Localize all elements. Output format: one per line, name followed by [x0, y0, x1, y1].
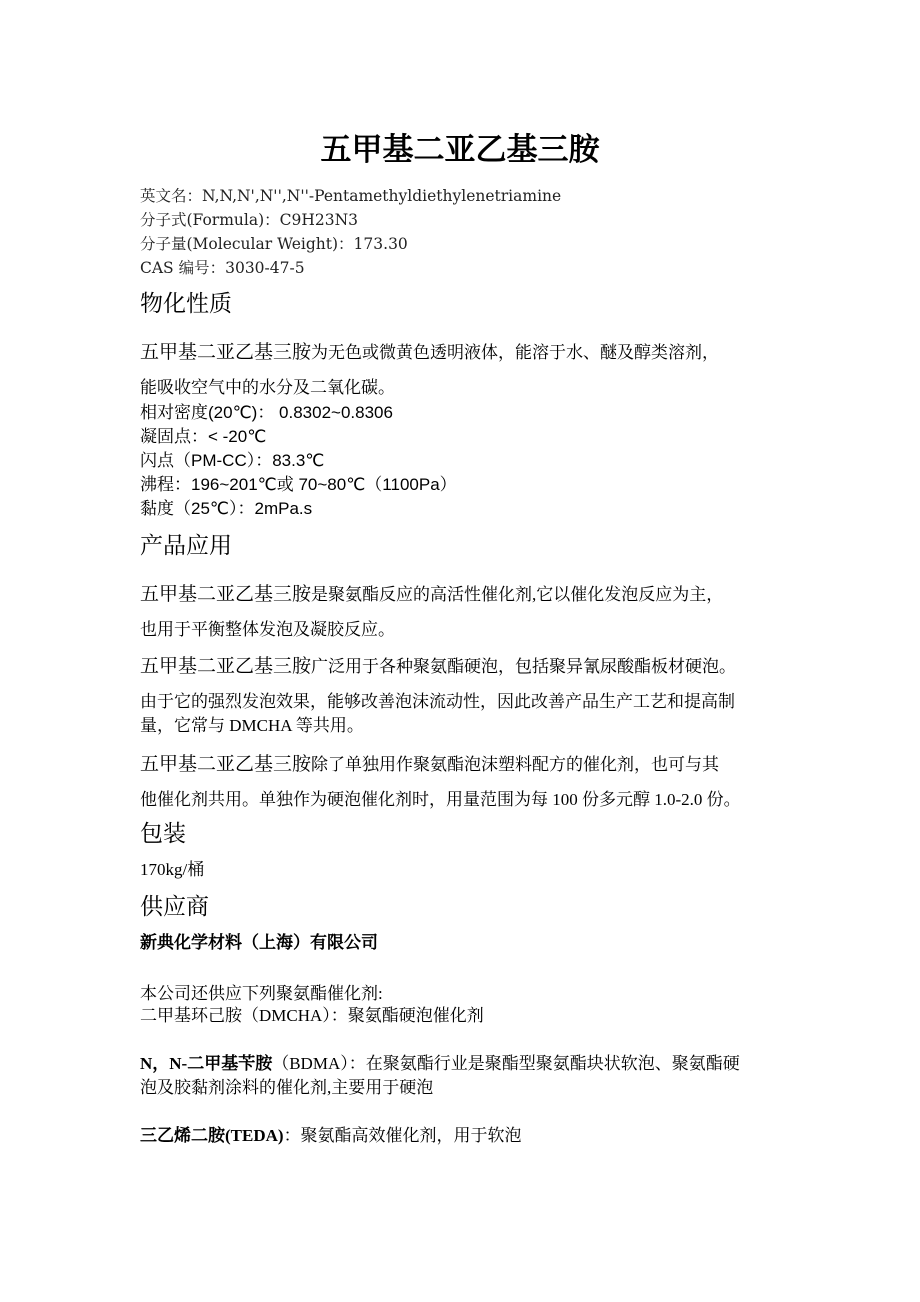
- properties-desc-line2: 能吸收空气中的水分及二氧化碳。: [140, 378, 395, 397]
- density: 相对密度(20℃)： 0.8302~0.8306: [140, 403, 393, 422]
- catalyst-teda: [140, 1124, 522, 1148]
- catalyst-bdma-text: ：在聚氨酯行业是聚酯型聚氨酯块状软泡、聚氨酯硬: [348, 1054, 740, 1073]
- formula: 分子式(Formula)：C9H23N3: [140, 211, 359, 229]
- app-p1-text: 是聚氨酯反应的高活性催化剂,它以催化发泡反应为主，: [311, 585, 724, 604]
- catalyst-bdma-line2: 泡及胶黏剂涂料的催化剂,主要用于硬泡: [140, 1078, 434, 1097]
- app-p2-line1: [140, 654, 736, 679]
- product-name-lead: 五甲基二亚乙基三胺: [140, 655, 312, 677]
- heading-applications: 产品应用: [140, 533, 232, 559]
- catalyst-bdma-abbr: （BDMA）: [272, 1054, 349, 1073]
- product-name-lead: 五甲基二亚乙基三胺: [140, 753, 312, 775]
- document-title: 五甲基二亚乙基三胺: [320, 132, 600, 168]
- product-name-lead: 五甲基二亚乙基三胺: [140, 583, 312, 605]
- cas-number: CAS 编号：3030-47-5: [140, 259, 305, 277]
- supplier-intro: 本公司还供应下列聚氨酯催化剂:: [140, 984, 383, 1003]
- properties-desc-line1: [140, 340, 719, 365]
- properties-desc-text: 为无色或微黄色透明液体，能溶于水、醚及醇类溶剂，: [311, 343, 720, 362]
- app-p1-line1: [140, 582, 723, 607]
- catalyst-bdma-label: N，N-二甲基苄胺: [140, 1054, 273, 1073]
- app-p3-line2: 他催化剂共用。单独作为硬泡催化剂时，用量范围为每 100 份多元醇 1.0-2.0 份。: [140, 790, 741, 809]
- product-name-lead: 五甲基二亚乙基三胺: [140, 341, 312, 363]
- catalyst-teda-label: 三乙烯二胺(TEDA): [140, 1126, 284, 1145]
- heading-properties: 物化性质: [140, 291, 232, 317]
- english-name: 英文名：N,N,N',N'',N''-Pentamethyldiethylenetriamine: [140, 187, 562, 205]
- app-p2-line3: 量，它常与 DMCHA 等共用。: [140, 716, 364, 735]
- packaging-text: 170kg/桶: [140, 860, 205, 879]
- catalyst-bdma-line1: [140, 1052, 740, 1076]
- catalyst-teda-text: ：聚氨酯高效催化剂，用于软泡: [283, 1126, 522, 1145]
- app-p2-line2: 由于它的强烈发泡效果，能够改善泡沫流动性，因此改善产品生产工艺和提高制: [140, 692, 735, 711]
- molecular-weight: 分子量(Molecular Weight)：173.30: [140, 235, 408, 253]
- heading-supplier: 供应商: [140, 894, 209, 920]
- app-p1-line2: 也用于平衡整体发泡及凝胶反应。: [140, 620, 395, 639]
- app-p3-text: 除了单独用作聚氨酯泡沫塑料配方的催化剂，也可与其: [311, 755, 720, 774]
- app-p3-line1: [140, 752, 719, 777]
- boiling-point: 沸程：196~201℃或 70~80℃（1100Pa）: [140, 475, 457, 494]
- app-p2-text: 广泛用于各种聚氨酯硬泡，包括聚异氰尿酸酯板材硬泡。: [311, 657, 737, 676]
- catalyst-dmcha: 二甲基环己胺（DMCHA）：聚氨酯硬泡催化剂: [140, 1006, 484, 1025]
- heading-packaging: 包装: [140, 821, 186, 847]
- viscosity: 黏度（25℃）：2mPa.s: [140, 499, 313, 518]
- supplier-name: 新典化学材料（上海）有限公司: [140, 933, 378, 952]
- freezing-point: 凝固点：< -20℃: [140, 427, 267, 446]
- flash-point: 闪点（PM-CC）：83.3℃: [140, 451, 325, 470]
